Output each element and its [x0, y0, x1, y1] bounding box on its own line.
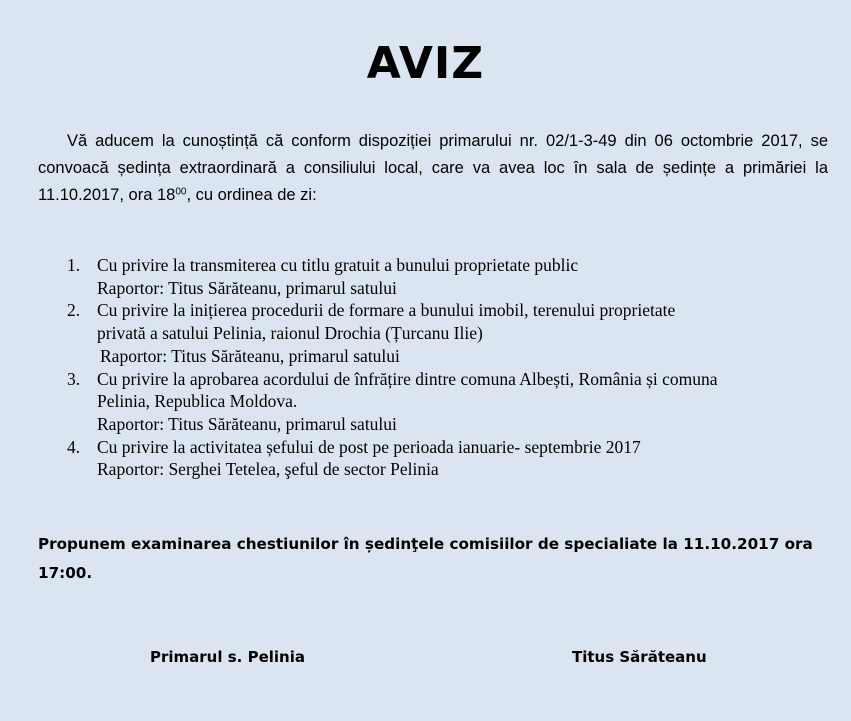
- intro-text-end: , cu ordinea de zi:: [186, 186, 317, 204]
- agenda-item: [67, 368, 827, 436]
- agenda-item-number: 2.: [67, 300, 81, 321]
- notice-title: AVIZ: [366, 38, 485, 89]
- intro-paragraph: [38, 128, 828, 209]
- agenda-item: [67, 254, 827, 299]
- signature-position: Primarul s. Pelinia: [150, 648, 305, 666]
- agenda-list: [67, 254, 827, 481]
- agenda-item-text: Pelinia, Republica Moldova.: [97, 391, 298, 412]
- agenda-item-reporter: Raportor: Titus Sărăteanu, primarul satului: [97, 277, 397, 298]
- agenda-item-number: 4.: [67, 436, 81, 457]
- agenda-item-text: Cu privire la activitatea șefului de post pe perioada ianuarie- septembrie 2017: [97, 436, 641, 457]
- agenda-item-text: Cu privire la inițierea procedurii de formare a bunului imobil, terenului proprietate: [97, 300, 676, 321]
- agenda-item-reporter: Raportor: Serghei Tetelea, şeful de sector Pelinia: [97, 459, 439, 480]
- agenda-item-text: Cu privire la transmiterea cu titlu gratuit a bunului proprietate public: [97, 255, 579, 275]
- signature-name: Titus Sărăteanu: [572, 648, 707, 666]
- agenda-item-text: Cu privire la aprobarea acordului de înfrățire dintre comuna Albești, România și comuna: [97, 368, 718, 389]
- agenda-item-number: 1.: [67, 255, 81, 275]
- agenda-item-reporter: Raportor: Titus Sărăteanu, primarul satului: [97, 413, 397, 434]
- time-superscript: 00: [175, 186, 187, 198]
- intro-text: Vă aducem la cunoștință că conform dispoziției primarului nr. 02/1-3-49 din 06 octombrie 2017, se convoacă ședința extraordinară a consiliului local, care va avea loc în sala de ședințe a primăriei la 11.10.2017, ora 18: [38, 132, 828, 204]
- agenda-item: [67, 436, 827, 481]
- agenda-item-number: 3.: [67, 368, 81, 389]
- agenda-item-text: privată a satului Pelinia, raionul Drochia (Țurcanu Ilie): [97, 323, 483, 344]
- proposal-paragraph: Propunem examinarea chestiunilor în ședinţele comisiilor de specialiate la 11.10.2017 ora 17:00.: [38, 535, 813, 582]
- agenda-item: [67, 299, 827, 367]
- agenda-item-reporter: Raportor: Titus Sărăteanu, primarul satului: [100, 345, 400, 366]
